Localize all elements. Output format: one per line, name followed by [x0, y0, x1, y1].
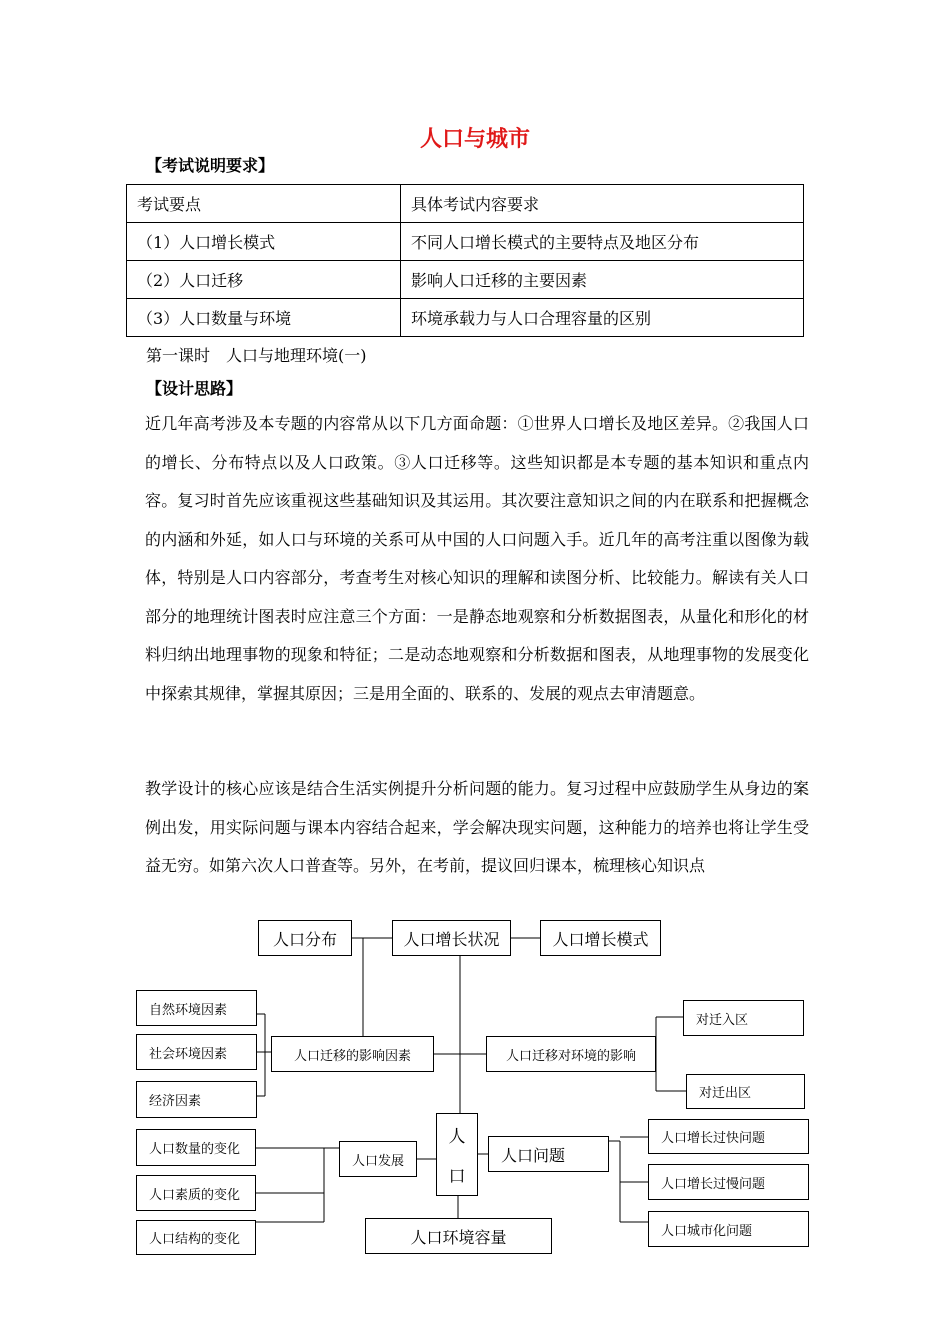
node-natural-factors: 自然环境因素 [136, 990, 257, 1026]
node-growth-mode: 人口增长模式 [540, 920, 661, 956]
node-growth-status: 人口增长状况 [392, 920, 511, 956]
table-header-cell: 具体考试内容要求 [401, 185, 804, 223]
node-center-population [436, 1113, 478, 1196]
design-paragraph-2: 教学设计的核心应该是结合生活实例提升分析问题的能力。复习过程中应鼓励学生从身边的案例出发，用实际问题与课本内容结合起来，学会解决现实问题，这种能力的培养也将让学生受益无穷。如第六次人口普查等。另外，在考前，提议回归课本，梳理核心知识点 [145, 779, 809, 875]
node-urbanization: 人口城市化问题 [648, 1211, 809, 1247]
node-migration-factors: 人口迁移的影响因素 [271, 1036, 434, 1072]
table-cell: （1）人口增长模式 [127, 223, 401, 261]
node-economic-factors: 经济因素 [136, 1081, 257, 1118]
table-header-cell: 考试要点 [127, 185, 401, 223]
node-impact-out: 对迁出区 [686, 1074, 805, 1109]
design-heading: 【设计思路】 [146, 379, 243, 398]
table-cell: 环境承载力与人口合理容量的区别 [401, 299, 804, 337]
table-cell: 影响人口迁移的主要因素 [401, 261, 804, 299]
lesson-title: 第一课时 人口与地理环境(一) [146, 346, 367, 365]
node-social-factors: 社会环境因素 [136, 1034, 257, 1070]
design-paragraph-1: 近几年高考涉及本专题的内容常从以下几方面命题：①世界人口增长及地区差异。②我国人口的增长、分布特点以及人口政策。③人口迁移等。这些知识都是本专题的基本知识和重点内容。复习时首先应该重视这些基础知识及其运用。其次要注意知识之间的内在联系和把握概念的内涵和外延，如人口与环境的关系可从中国的人口问题入手。近几年的高考注重以图像为载体，特别是人口内容部分，考查考生对核心知识的理解和读图分析、比较能力。解读有关人口部分的地理统计图表时应注意三个方面：一是静态地观察和分析数据图表，从量化和形化的材料归纳出地理事物的现象和特征；二是动态地观察和分析数据和图表，从地理事物的发展变化中探索其规律，掌握其原因；三是用全面的、联系的、发展的观点去审清题意。 [145, 414, 809, 703]
center-char-bottom: 口 [448, 1167, 466, 1188]
node-structure-change: 人口结构的变化 [136, 1220, 256, 1255]
node-development: 人口发展 [339, 1141, 417, 1177]
node-growth-too-slow: 人口增长过慢问题 [648, 1164, 809, 1200]
exam-requirements-heading: 【考试说明要求】 [146, 156, 275, 175]
node-quantity-change: 人口数量的变化 [136, 1129, 256, 1166]
node-impact-in: 对迁入区 [683, 1000, 804, 1036]
table-cell: （3）人口数量与环境 [127, 299, 401, 337]
node-migration-impact: 人口迁移对环境的影响 [486, 1036, 656, 1072]
table-cell: 不同人口增长模式的主要特点及地区分布 [401, 223, 804, 261]
page-title: 人口与城市 [419, 126, 530, 152]
node-environment-capacity: 人口环境容量 [365, 1218, 552, 1254]
node-distribution: 人口分布 [258, 920, 352, 956]
node-quality-change: 人口素质的变化 [136, 1175, 256, 1211]
node-problems: 人口问题 [488, 1136, 609, 1172]
center-char-top: 人 [448, 1126, 466, 1147]
node-growth-too-fast: 人口增长过快问题 [648, 1119, 809, 1154]
table-cell: （2）人口迁移 [127, 261, 401, 299]
